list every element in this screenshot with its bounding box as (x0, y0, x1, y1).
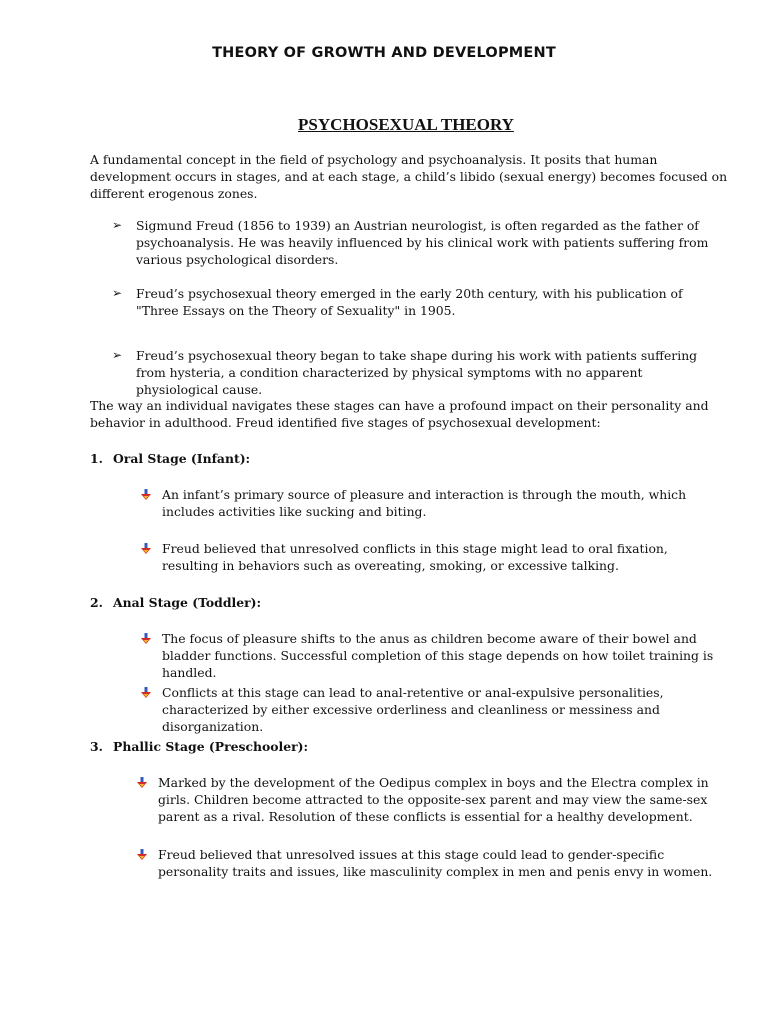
document-title: THEORY OF GROWTH AND DEVELOPMENT (212, 45, 556, 61)
stage-heading-phallic (90, 738, 308, 755)
stage-point (162, 486, 722, 520)
stage-point-text: The focus of pleasure shifts to the anus as children become aware of their bowel and bladder functions. Successful completion of this stage depends on how toilet training is handled. (162, 631, 714, 681)
stage-heading-anal (90, 594, 261, 611)
stage-point-text: Freud believed that unresolved issues at this stage could lead to gender-specific personality traits and issues, like masculinity complex in men and penis envy in women. (158, 847, 713, 880)
stage-point (162, 684, 722, 736)
stage-point-text: An infant’s primary source of pleasure and interaction is through the mouth, which includes activities like sucking and biting. (162, 487, 687, 520)
bullet-item-2 (110, 285, 722, 319)
stage-point-text: Marked by the development of the Oedipus complex in boys and the Electra complex in girls. Children become attracted to the opposite-sex parent and may view the same-sex parent as a rival. Resolution of these conflicts is essential for a healthy development. (158, 775, 709, 825)
stage-point (158, 846, 718, 880)
stage-heading-oral (90, 450, 250, 467)
bullet-item-1 (110, 217, 722, 269)
colored-down-arrow-icon (140, 633, 152, 645)
arrowhead-bullet-icon: ➢ (112, 218, 123, 232)
intro-paragraph: A fundamental concept in the field of psychology and psychoanalysis. It posits that human development occurs in stages, and at each stage, a child’s libido (sexual energy) becomes focused on different erogenous zones. (90, 152, 728, 202)
stage-title: Oral Stage (Infant): (113, 451, 251, 466)
bullet-text: Freud’s psychosexual theory emerged in the early 20th century, with his publication of "Three Essays on the Theory of Sexuality" in 1905. (136, 286, 683, 319)
stages-intro-paragraph: The way an individual navigates these stages can have a profound impact on their personality and behavior in adulthood. Freud identified five stages of psychosexual development: (90, 398, 709, 431)
arrowhead-bullet-icon: ➢ (112, 348, 123, 362)
bullet-text: Freud’s psychosexual theory began to take shape during his work with patients suffering from hysteria, a condition characterized by physical symptoms with no apparent physiological cause. (136, 348, 698, 398)
colored-down-arrow-icon (140, 543, 152, 555)
stage-point (162, 540, 722, 574)
colored-down-arrow-icon (136, 849, 148, 861)
section-title: PSYCHOSEXUAL THEORY (298, 115, 514, 134)
colored-down-arrow-icon (136, 777, 148, 789)
bullet-item-3 (110, 347, 722, 399)
stage-point-text: Freud believed that unresolved conflicts in this stage might lead to oral fixation, resulting in behaviors such as overeating, smoking, or excessive talking. (162, 541, 668, 574)
colored-down-arrow-icon (140, 489, 152, 501)
stage-number: 3. (90, 739, 103, 754)
bullet-text: Sigmund Freud (1856 to 1939) an Austrian neurologist, is often regarded as the father of psychoanalysis. He was heavily influenced by his clinical work with patients suffering from various psychological disorders. (136, 218, 709, 268)
colored-down-arrow-icon (140, 687, 152, 699)
arrowhead-bullet-icon: ➢ (112, 286, 123, 300)
stage-point-text: Conflicts at this stage can lead to anal-retentive or anal-expulsive personalities, characterized by either excessive orderliness and cleanliness or messiness and disorganization. (162, 685, 664, 735)
stage-point (162, 630, 722, 682)
stage-title: Anal Stage (Toddler): (113, 595, 262, 610)
stage-point (158, 774, 718, 826)
stage-number: 1. (90, 451, 103, 466)
stage-number: 2. (90, 595, 103, 610)
stage-title: Phallic Stage (Preschooler): (113, 739, 309, 754)
